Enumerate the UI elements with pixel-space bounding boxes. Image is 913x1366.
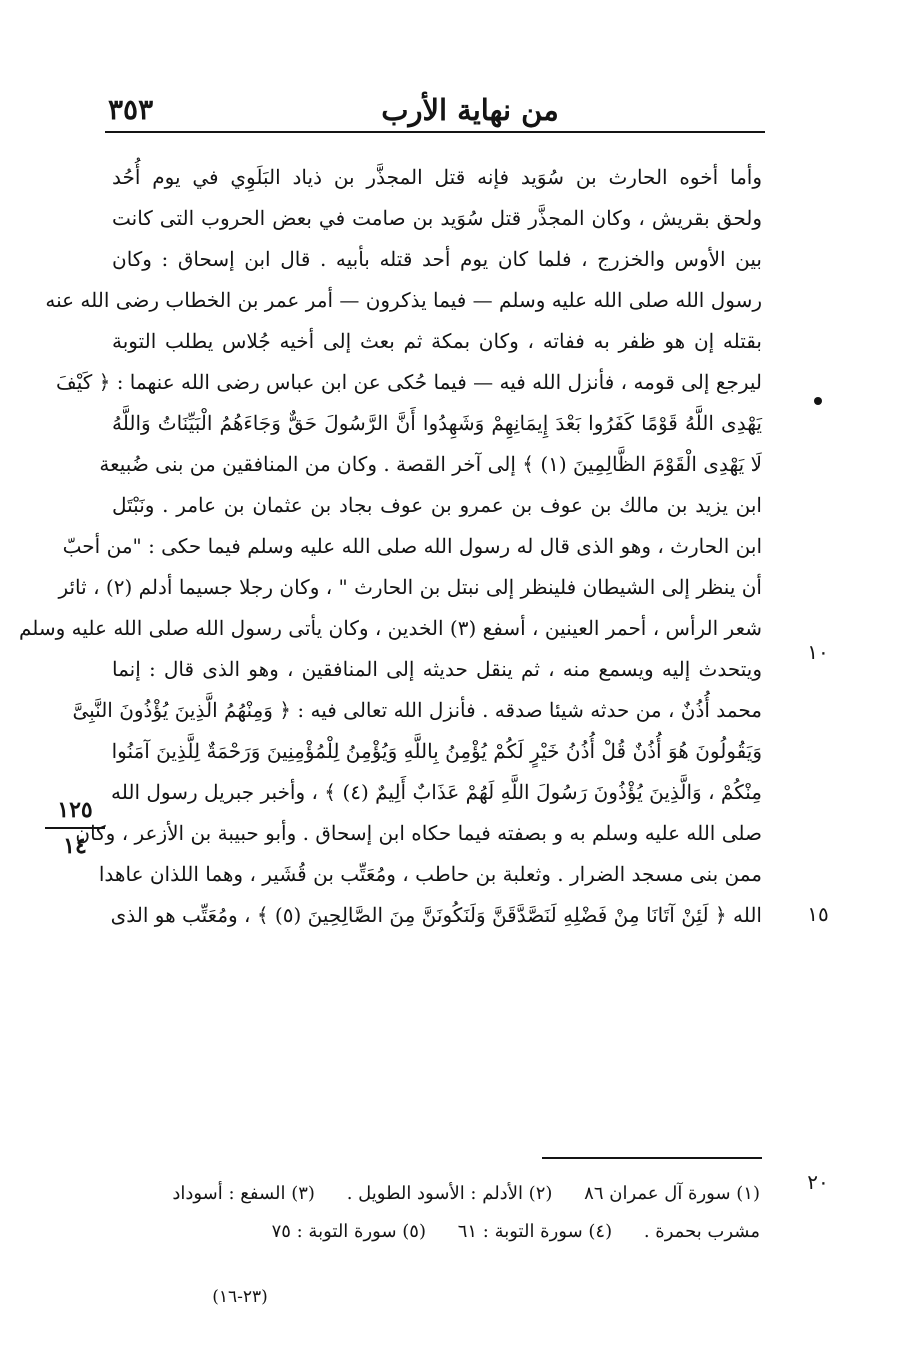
- body-line: ابن الحارث ، وهو الذى قال له رسول الله صلى الله عليه وسلم فيما حكى : "من أحبّ: [62, 534, 762, 558]
- footnote-3: (٣) السفع : أسوداد: [172, 1183, 315, 1204]
- body-line: أن ينظر إلى الشيطان فلينظر إلى نبتل بن الحارث " ، وكان رجلا جسيما أدلم (٢) ، ثائر: [58, 575, 762, 599]
- body-line: وأما أخوه الحارث بن سُوَيد فإنه قتل المجذَّر بن ذياد البَلَوِي في يوم أُحُد: [112, 165, 762, 189]
- body-line: ويتحدث إليه ويسمع منه ، ثم ينقل حديثه إلى المنافقين ، وهو الذى قال : إنما: [112, 657, 762, 681]
- footnote-line: [140, 1178, 760, 1210]
- page-number: ٣٥٣: [108, 93, 154, 126]
- body-line: وَيَقُولُونَ هُوَ أُذُنٌ قُلْ أُذُنُ خَيْرٍ لَكُمْ يُؤْمِنُ بِاللَّهِ وَيُؤْمِنُ لِلْمُؤْمِنِينَ وَرَحْمَةٌ لِلَّذِينَ آمَنُوا: [111, 739, 762, 763]
- margin-ref-top: ١٢٥: [57, 797, 93, 823]
- body-line: لَا يَهْدِى الْقَوْمَ الظَّالِمِينَ (١) ﴾ إلى آخر القصة . وكان من المنافقين من بنى ضُبيعة: [99, 452, 762, 476]
- body-line: مِنْكُمْ ، وَالَّذِينَ يُؤْذُونَ رَسُولَ اللَّهِ لَهُمْ عَذَابٌ أَلِيمٌ (٤) ﴾ ، وأخبر جبريل رسول الله: [111, 780, 762, 804]
- margin-page-reference: [40, 795, 110, 861]
- margin-bullet: [814, 397, 822, 405]
- body-line: صلى الله عليه وسلم به و بصفته فيما حكاه ابن إسحاق . وأبو حبيبة بن الأزعر ، وكان: [75, 821, 762, 845]
- body-line: ممن بنى مسجد الضرار . وثعلبة بن حاطب ، ومُعَتِّب بن قُشَير ، وهما اللذان عاهدا: [98, 862, 762, 886]
- footnote-line: [140, 1216, 760, 1248]
- line-number-15: ١٥: [807, 902, 829, 926]
- line-number-10: ١٠: [807, 640, 829, 664]
- footnote-rule: [542, 1157, 762, 1159]
- margin-ref-rule: [45, 827, 105, 829]
- footnote-5: (٥) سورة التوبة : ٧٥: [271, 1221, 426, 1242]
- footnote-4: (٤) سورة التوبة : ٦١: [457, 1221, 613, 1242]
- body-line: الله ﴿ لَئِنْ آتَانَا مِنْ فَضْلِهِ لَنَصَّدَّقَنَّ وَلَنَكُونَنَّ مِنَ الصَّالِحِينَ (٥) ﴾ ، ومُعَتِّب هو الذى: [110, 903, 762, 927]
- body-line: بقتله إن هو ظفر به ففاته ، وكان بمكة ثم بعث إلى أخيه جُلاس يطلب التوبة: [112, 329, 762, 353]
- printer-signature: (٢٣-١٦): [212, 1287, 268, 1307]
- body-line: بين الأوس والخزرج ، فلما كان يوم أحد قتله بأبيه . قال ابن إسحاق : وكان: [112, 247, 762, 271]
- body-line: يَهْدِى اللَّهُ قَوْمًا كَفَرُوا بَعْدَ إِيمَانِهِمْ وَشَهِدُوا أَنَّ الرَّسُولَ حَقٌّ وَجَاءَهُمُ الْبَيِّنَاتُ وَاللَّهُ: [112, 411, 762, 435]
- body-line: ولحق بقريش ، وكان المجذَّر قتل سُوَيد بن صامت في بعض الحروب التى كانت: [112, 206, 762, 230]
- body-line: ابن يزيد بن مالك بن عوف بن عمرو بن عوف بجاد بن عثمان بن عامر . ونَبْتَل: [112, 493, 762, 517]
- header-rule: [105, 131, 765, 133]
- body-line: شعر الرأس ، أحمر العينين ، أسفع (٣) الخدين ، وكان يأتى رسول الله صلى الله عليه وسلم: [18, 616, 762, 640]
- running-header-title: من نهاية الأرب: [381, 93, 559, 127]
- footnote-2: (٢) الأدلم : الأسود الطويل .: [346, 1183, 553, 1204]
- margin-ref-bottom: ١٤: [63, 833, 87, 859]
- body-line: محمد أُذُنٌ ، من حدثه شيئا صدقه . فأنزل الله تعالى فيه : ﴿ وَمِنْهُمُ الَّذِينَ يُؤْذُونَ النَّبِىَّ: [72, 698, 762, 722]
- footnote-1: (١) سورة آل عمران ٨٦: [584, 1183, 760, 1204]
- body-line: رسول الله صلى الله عليه وسلم — فيما يذكرون — أمر عمر بن الخطاب رضى الله عنه: [45, 288, 762, 312]
- line-number-20: ٢٠: [807, 1170, 829, 1194]
- body-line: ليرجع إلى قومه ، فأنزل الله فيه — فيما حُكى عن ابن عباس رضى الله عنهما : ﴿ كَيْفَ: [56, 370, 762, 394]
- footnote-3-cont: مشرب بحمرة .: [643, 1221, 760, 1242]
